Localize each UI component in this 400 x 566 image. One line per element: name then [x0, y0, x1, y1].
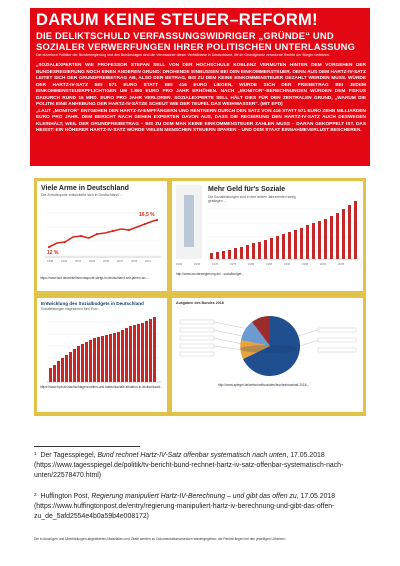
svg-text:1999: 1999: [61, 259, 68, 263]
budget-pie-chart-panel: [172, 298, 363, 412]
footnote-1-number: 1: [34, 451, 37, 456]
svg-text:2001: 2001: [75, 259, 82, 263]
footnote-1-title: Bund rechnet Hartz-IV-Satz offenbar systematisch nach unten: [97, 452, 287, 459]
budget-pie-chart-graphic: [172, 298, 363, 412]
svg-text:1985: 1985: [266, 262, 273, 266]
budget-pie-chart-title: Ausgaben des Bundes 2018: [176, 301, 224, 305]
social-budget-chart-subtitle: Sozialleistungen insgesamt in Mrd. Euro: [41, 307, 98, 311]
footnote-2: [34, 492, 370, 522]
svg-text:2011: 2011: [145, 259, 152, 263]
svg-text:2000: 2000: [320, 262, 327, 266]
svg-text:1995: 1995: [302, 262, 309, 266]
poverty-chart-graphic: [37, 181, 167, 291]
social-money-chart-panel: [172, 181, 363, 291]
svg-text:1998: 1998: [47, 259, 54, 263]
poverty-end-label: 16,5 %: [139, 212, 155, 218]
svg-text:2005: 2005: [338, 262, 345, 266]
social-budget-chart-graphic: [37, 298, 167, 412]
svg-text:1970: 1970: [212, 262, 219, 266]
social-money-chart-title: Mehr Geld für's Soziale: [208, 186, 286, 193]
footnote-1-reference[interactable]: , 17.05.2018 (https://www.tagesspiegel.de/politik/tv-bericht-bund-rechnet-hartz-iv-satz-offenbar-systematisch-nach-unten/22578470.html): [34, 452, 344, 479]
svg-text:2005: 2005: [103, 259, 110, 263]
poverty-chart-panel: [37, 181, 167, 291]
svg-text:2003: 2003: [89, 259, 96, 263]
quote-paragraph-2: „LAUT „MONITOR“ ENTGEHEN DEN HARTZ-IV-EMPFÄNGERN UND RENTNERN DURCH DEN SATZ VON 416 STATT 571 EURO ZEHN MILLIARDEN EURO PRO JAHR. DEM BERICHT NACH GEHEN EXPERTEN DAVON AUS, DASS DIE REGIERUNG DEN HARTZ-IV-SATZ AUCH DESWEGEN KLEINHÄLT, WEIL DER GRUNDFREIBETRAG – BIS ZU DEM MAN KEINE EINKOMMENSTEUER ZAHLEN MUSS – DARAN GEKOPPELT IST. DAS HEISST: EIN HÖHERER HARTZ-IV-SATZ WÜRDE VIELEN MENSCHEN STEUERN SPAREN – UND DEM STAAT EINNAHMEVERLUST BESCHEREN.: [36, 108, 366, 134]
svg-text:1960: 1960: [176, 262, 183, 266]
svg-text:2007: 2007: [117, 259, 124, 263]
footnote-1: [34, 451, 370, 481]
poverty-chart-title: Viele Arme in Deutschland: [41, 185, 129, 192]
footnote-2-number: 2: [34, 492, 37, 497]
svg-text:2009: 2009: [131, 259, 138, 263]
social-budget-chart-source: https://www.bpb.de/nachschlagen/zahlen-und-fakten/soziale-situation-in-deutschland/...: [40, 385, 163, 389]
poverty-start-label: 12 %: [47, 250, 59, 256]
page-footer-note: Die in Auszügen und Übertitelungen abgebildeten Materialien und Zitate werden zu Dokumentationszwecken wiedergegeben; die Rechte liegen bei den jeweiligen Urhebern.: [34, 537, 287, 541]
social-budget-chart-panel: [37, 298, 167, 412]
social-money-chart-subtitle: Die Sozialleistungen sind in den letzten Jahrzehnten stetig gestiegen ...: [208, 195, 296, 203]
svg-text:1975: 1975: [230, 262, 237, 266]
social-budget-chart-title: Entwicklung des Sozialbudgets in Deutschland: [41, 301, 144, 306]
poverty-chart-subtitle: Die Armutsquote entwickelte sich in Deutschland ...: [41, 193, 123, 197]
subheadline: DIE DELIKTSCHULD VERFASSUNGSWIDRIGER „GRÜNDE“ UND SOZIALER VERWERFUNGEN IHRER POLITISCHEN UNTERLASSUNG: [36, 30, 356, 52]
poverty-chart-source: https://www.iwd.de/artikel/armutsquote-steigt-in-deutschland-seit-jahren-an-...: [40, 276, 150, 280]
quote-paragraph-1: „SOZIALEXPERTEN WIE PROFESSOR STEFAN SELL VON DER HOCHSCHULE KOBLENZ VERMUTEN HINTER DEM VORGEHEN DER BUNDESREGIERUNG NOCH EINEN ANDEREN GRUND: DROHENDE EINBUSSEN BEI DEN EINKOMMENSTEUER. DENN AUS DEM HARTZ-IV-SATZ LEITET SICH DER GRUNDFREIBETRAG AB, ALSO DER BETRAG, BIS ZU DEM KEINE EINKOMMENSTEUER GEZAHLT WERDEN MUSS. WÜRDE DER HARTZ-IV-SATZ BEI 571 EURO STATT BEI 416 EURO LIEGEN, WÜRDE SICH DER FREIBETRAG BEI JEDEM EINKOMMENSTEUERPFLICHTIGEN UM 1.860 EURO PRO JAHR ERHÖHEN. NACH „MONITOR“-BERECHNUNGEN WÜRDEN DEM FISKUS DADURCH RUND 15 MRD. EURO PRO JAHR VERLOREN. SOZIALEXPERTE SELL HÄLT DIES FÜR DEN ZENTRALEN GRUND, „WARUM DIE POLITIK EINE ANHEBUNG DER HARTZ-IV-SÄTZE SCHEUT WIE DER TEUFEL DAS WEIHWASSER“. (MIT EPD): [36, 63, 366, 108]
chart-collage: [34, 178, 366, 416]
footnote-rule: [34, 446, 140, 447]
svg-text:1980: 1980: [248, 262, 255, 266]
header-note: Die einzelnen Politiker der Bundesregierung und des Bundestages sind die Verursacher dieser Verhältnisse in Deutschland, die im Grundgesetz verankerte Rechte der Bürger verletzen.: [36, 53, 330, 57]
header-body: [36, 63, 366, 135]
headline: DARUM KEINE STEUER–REFORM!: [36, 11, 318, 29]
svg-text:1965: 1965: [194, 262, 201, 266]
svg-text:1990: 1990: [284, 262, 291, 266]
red-header-box: [30, 8, 370, 166]
footnote-1-publisher: Der Tagesspiegel,: [40, 452, 96, 459]
footnote-2-publisher: Huffington Post,: [40, 493, 90, 500]
budget-pie-chart-source: http://www.spiegel.de/wirtschaft/soziales/bundeshaushalt-2018-...: [218, 383, 311, 387]
social-money-chart-source: http://www.bundesregierung.de/...sozialbudget...: [176, 272, 245, 276]
footnote-2-title: Regierung manipuliert Hartz-IV-Berechnung – und gibt das offen zu: [91, 493, 297, 500]
footnote-2-reference[interactable]: , 17.05.2018 (https://www.huffingtonpost.de/entry/regierung-manipuliert-hartz-iv-berechnung-und-gibt-das-offen-zu_de_5afd2554e4b0a59b4e008172): [34, 493, 336, 520]
